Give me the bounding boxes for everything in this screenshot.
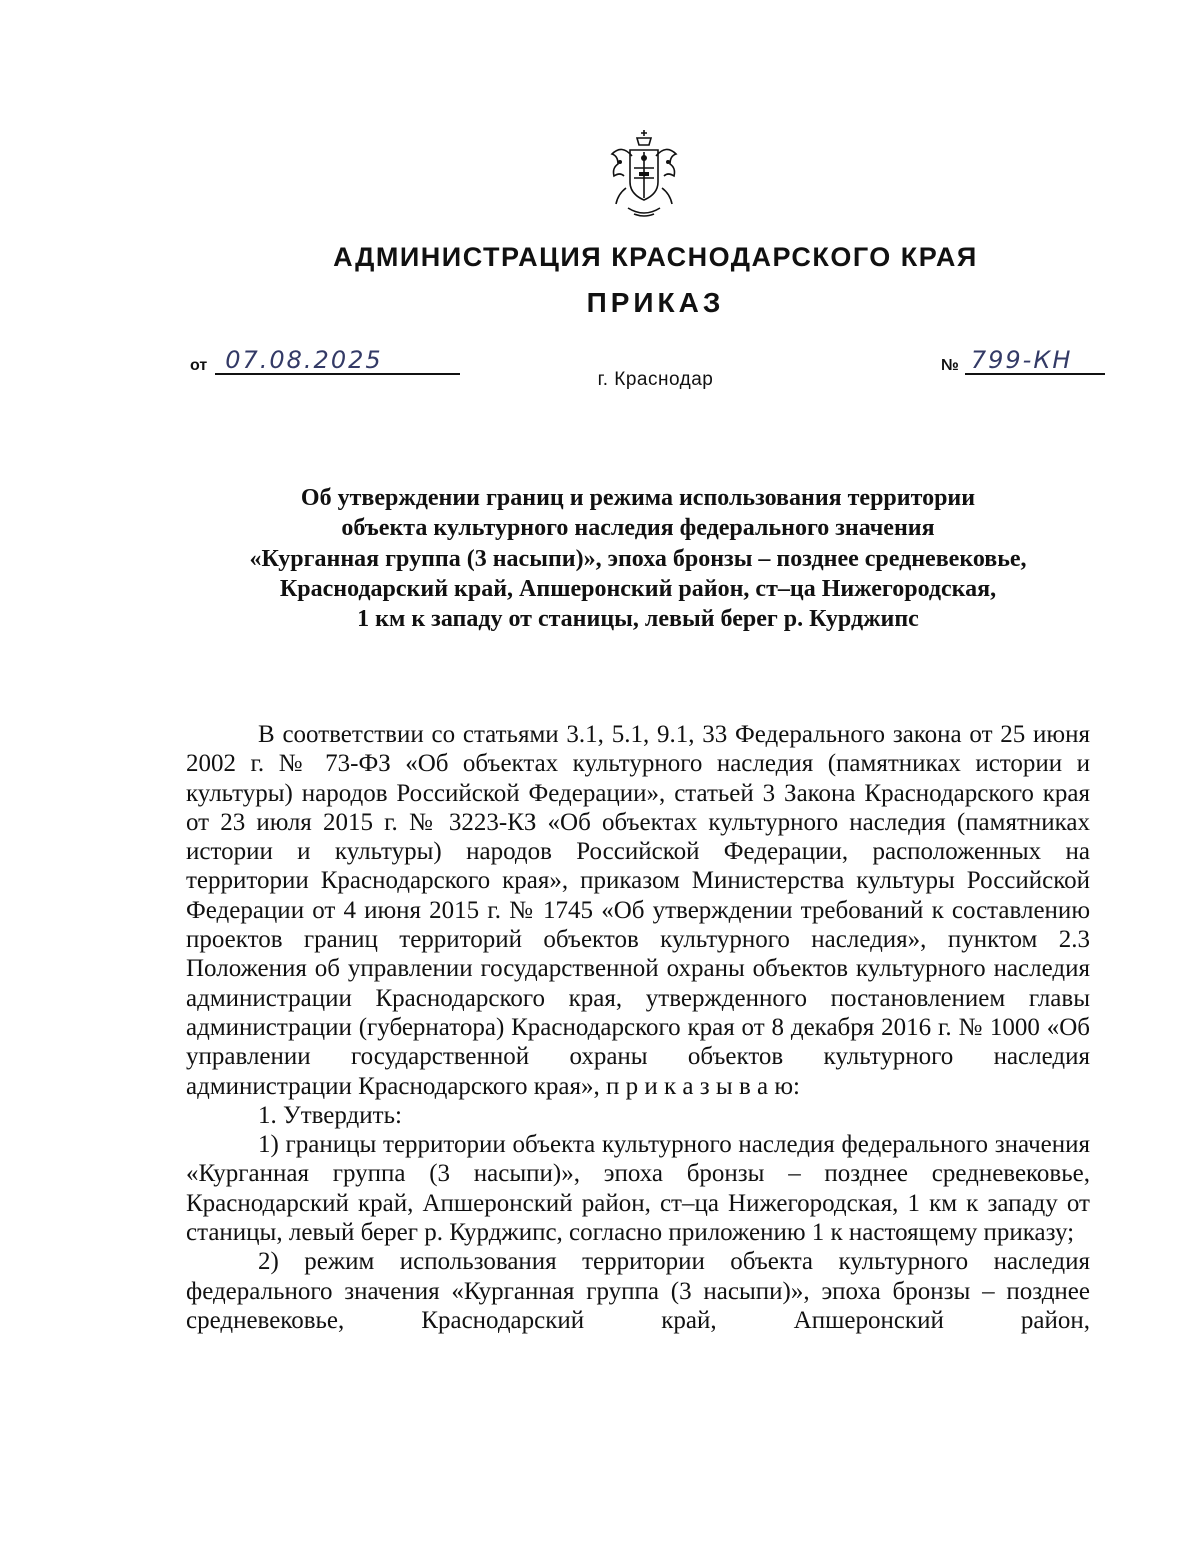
document-body: [186, 720, 1090, 1335]
document-title: [186, 483, 1090, 634]
number-value: 799-КН: [965, 347, 1105, 375]
item-1-1: 1) границы территории объекта культурного наследия федерального значения «Курганная группа (3 насыпи)», эпоха бронзы – позднее средневековье, Краснодарский край, Апшеронский район, ст–ца Нижегородская, 1 км к западу от станицы, левый берег р. Курджипс, согласно приложению 1 к настоящему приказу;: [186, 1131, 1090, 1247]
title-line: «Курганная группа (3 насыпи)», эпоха бронзы – позднее средневековье,: [249, 545, 1027, 572]
title-line: объекта культурного наследия федерального значения: [341, 515, 935, 542]
date-value: 07.08.2025: [215, 347, 460, 375]
item-1-2: 2) режим использования территории объекта культурного наследия федерального значения «Курганная группа (3 насыпи)», эпоха бронзы – позднее средневековье, Краснодарский край, Апшеронский район,: [186, 1248, 1090, 1334]
date-prefix: от: [190, 357, 208, 374]
number-prefix: №: [941, 357, 959, 374]
preamble-paragraph: В соответствии со статьями 3.1, 5.1, 9.1, 33 Федерального закона от 25 июня 2002 г. № 73-ФЗ «Об объектах культурного наследия (памятниках истории и культуры) народов Российской Федерации», статьей 3 Закона Краснодарского края от 23 июля 2015 г. № 3223-КЗ «Об объектах культурного наследия (памятниках истории и культуры) народов Российской Федерации, расположенных на территории Краснодарского края», приказом Министерства культуры Российской Федерации от 4 июня 2015 г. № 1745 «Об утверждении требований к составлению проектов границ территорий объектов культурного наследия», пунктом 2.3 Положения об управлении государственной охраны объектов культурного наследия администрации Краснодарского края, утвержденного постановлением главы администрации (губернатора) Краснодарского края от 8 декабря 2016 г. № 1000 «Об управлении государственной охраны объектов культурного наследия администрации Краснодарского края», п р и к а з ы в а ю:: [186, 721, 1090, 1100]
city: г. Краснодар: [597, 369, 714, 390]
organization-name: АДМИНИСТРАЦИЯ КРАСНОДАРСКОГО КРАЯ: [333, 242, 978, 272]
title-line: Краснодарский край, Апшеронский район, ст–ца Нижегородская,: [279, 575, 997, 602]
document-type: ПРИКАЗ: [586, 287, 725, 318]
title-line: 1 км к западу от станицы, левый берег р. Курджипс: [357, 606, 919, 633]
coat-of-arms-icon: [606, 128, 682, 220]
title-line: Об утверждении границ и режима использования территории: [300, 485, 976, 511]
item-1: 1. Утвердить:: [258, 1101, 402, 1129]
